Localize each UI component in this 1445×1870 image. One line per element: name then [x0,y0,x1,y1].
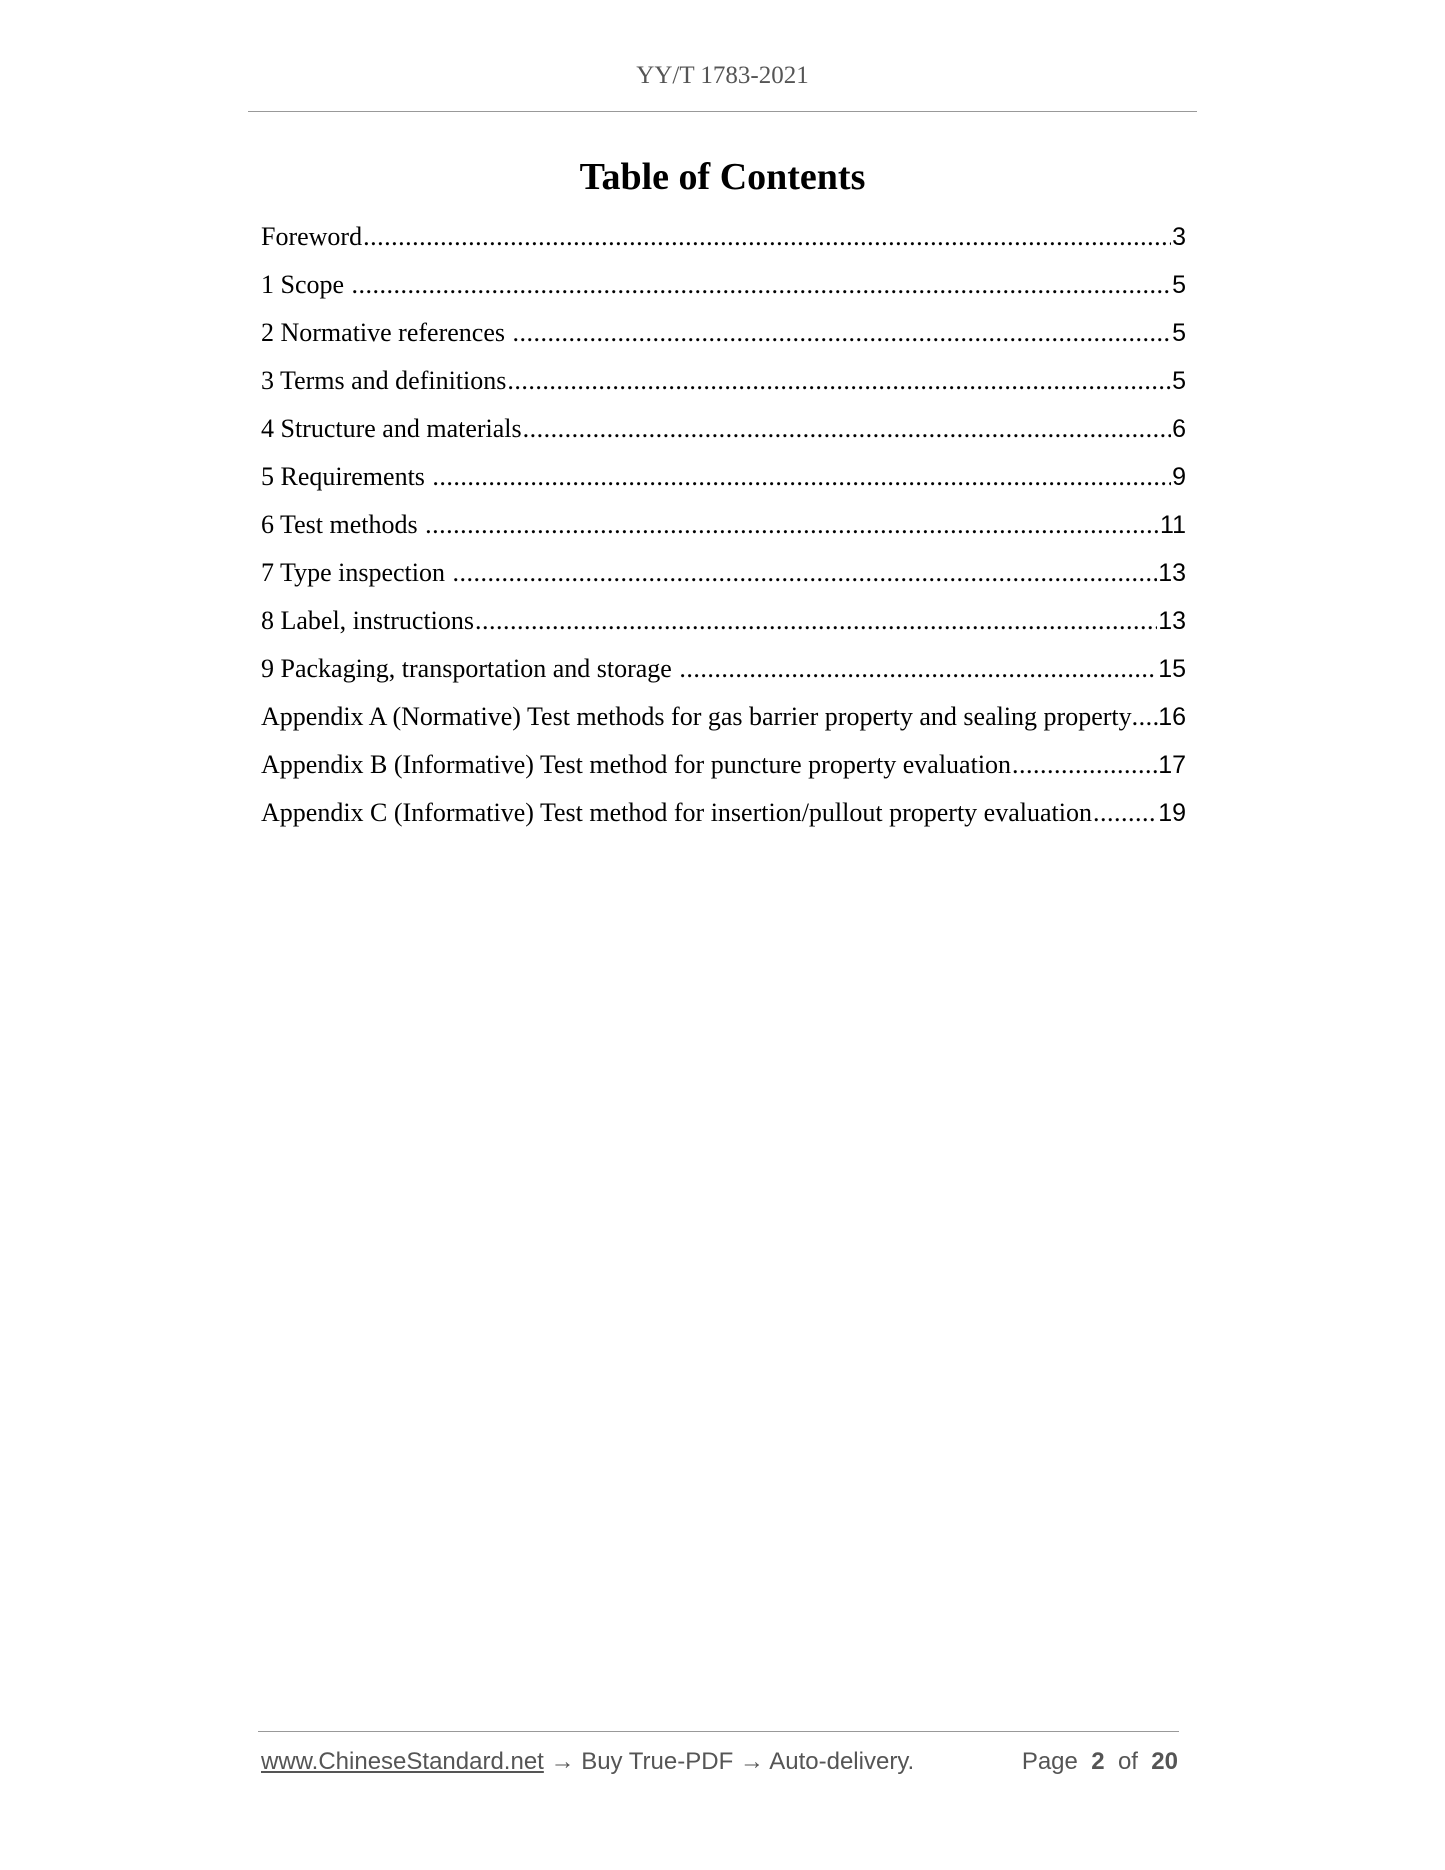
toc-page-number: 5 [1172,367,1186,395]
toc-entry-label: Foreword [261,222,363,251]
toc-page-number: 6 [1172,415,1186,443]
toc-dot-leader [432,462,1171,492]
toc-page-number: 11 [1160,511,1186,539]
toc-dot-leader [1093,798,1157,828]
page-of-label: of [1117,1748,1138,1775]
page-label: Page [1021,1748,1078,1775]
page-title: Table of Contents [579,156,866,198]
toc-page-number: 19 [1158,799,1186,827]
toc-page-number: 16 [1158,703,1186,731]
toc-page-number: 3 [1172,223,1186,251]
footer-divider [258,1731,1179,1732]
toc-entry-packaging[interactable] [261,654,1186,702]
table-of-contents [261,222,1186,846]
toc-entry-label-instructions[interactable] [261,606,1186,654]
toc-dot-leader [1012,750,1157,780]
toc-page-number: 13 [1158,559,1186,587]
toc-dot-leader [453,558,1158,588]
arrow-right-icon: → [733,1748,770,1775]
toc-dot-leader [363,222,1171,252]
toc-entry-normative-references[interactable] [261,318,1186,366]
toc-entry-foreword[interactable] [261,222,1186,270]
header-divider [248,111,1197,112]
toc-page-number: 9 [1172,463,1186,491]
toc-entry-label: 3 Terms and definitions [261,366,507,395]
toc-dot-leader [507,366,1171,396]
toc-entry-label: 5 Requirements [261,462,432,491]
toc-dot-leader [679,654,1157,684]
toc-entry-label: 7 Type inspection [261,558,452,587]
current-page-number: 2 [1091,1748,1105,1775]
toc-dot-leader [425,510,1159,540]
toc-entry-terms-and-definitions[interactable] [261,366,1186,414]
toc-page-number: 5 [1172,319,1186,347]
toc-entry-type-inspection[interactable] [261,558,1186,606]
footer-promo [261,1748,914,1776]
toc-entry-label: Appendix A (Normative) Test methods for gas barrier property and sealing property [261,702,1132,731]
toc-entry-appendix-a[interactable] [261,702,1186,750]
toc-entry-label: 1 Scope [261,270,351,299]
toc-dot-leader [512,318,1171,348]
toc-page-number: 17 [1158,751,1186,779]
website-link[interactable]: www.ChineseStandard.net [261,1748,544,1775]
toc-entry-appendix-c[interactable] [261,798,1186,846]
toc-entry-appendix-b[interactable] [261,750,1186,798]
toc-entry-scope[interactable] [261,270,1186,318]
toc-entry-structure-and-materials[interactable] [261,414,1186,462]
toc-page-number: 5 [1172,271,1186,299]
toc-entry-label: Appendix B (Informative) Test method for puncture property evaluation [261,750,1012,779]
toc-dot-leader [1132,702,1159,732]
page-indicator [1022,1748,1178,1776]
toc-dot-leader [475,606,1157,636]
toc-entry-label: 8 Label, instructions [261,606,475,635]
toc-dot-leader [352,270,1172,300]
toc-entry-requirements[interactable] [261,462,1186,510]
total-page-count: 20 [1151,1748,1178,1775]
buy-true-pdf-text: Buy True-PDF [581,1748,734,1775]
toc-entry-label: 9 Packaging, transportation and storage [261,654,679,683]
toc-page-number: 13 [1158,607,1186,635]
auto-delivery-text: Auto-delivery. [769,1748,915,1775]
toc-entry-test-methods[interactable] [261,510,1186,558]
toc-dot-leader [523,414,1171,444]
toc-entry-label: 4 Structure and materials [261,414,522,443]
toc-page-number: 15 [1158,655,1186,683]
toc-entry-label: 6 Test methods [261,510,425,539]
document-number-header: YY/T 1783-2021 [636,62,809,89]
toc-entry-label: Appendix C (Informative) Test method for insertion/pullout property evaluation [261,798,1092,827]
arrow-right-icon: → [543,1748,582,1775]
toc-entry-label: 2 Normative references [261,318,512,347]
